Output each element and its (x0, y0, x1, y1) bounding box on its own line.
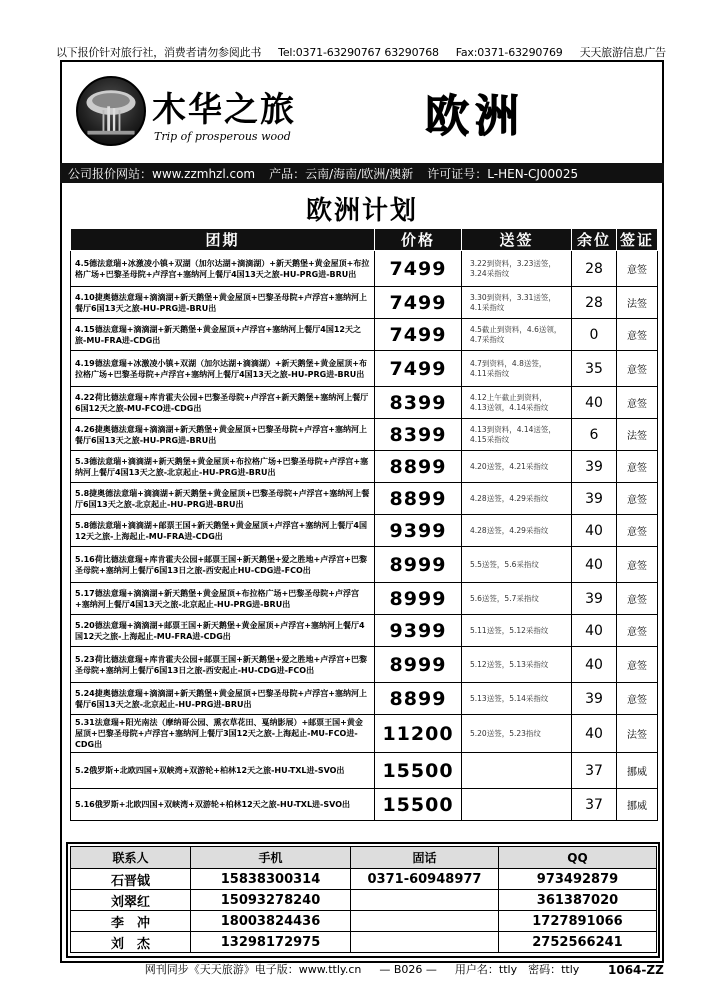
tour-visa-type: 意签 (617, 319, 658, 351)
footer-sync-text: 网刊同步《天天旅游》电子版：www.ttly.cn (144, 963, 362, 976)
top-info-line (56, 44, 666, 60)
col-header-visa-submit: 送签 (462, 229, 572, 251)
tour-route: 4.5德法意瑞+冰激凌小镇+双湖（加尔达湖+滴滴湖）+新天鹅堡+黄金屋顶+布拉格广场+巴黎圣母院+卢浮宫+塞纳河上餐厅4国13天之旅-HU-PRG进-BRU出 (71, 251, 375, 287)
tour-route: 5.20德法意瑞+滴滴湖+邮票王国+新天鹅堡+黄金屋顶+卢浮宫+塞纳河上餐厅4国12天之旅-上海起止-MU-FRA进-CDG出 (71, 615, 375, 647)
plan-title: 欧洲计划 (305, 196, 418, 226)
tour-route: 5.23荷比德法意瑞+库肯霍夫公园+邮票王国+新天鹅堡+爱之胜地+卢浮宫+巴黎圣母院+塞纳河上餐厅6国13日之旅-西安起止-HU-CDG进-FCO出 (71, 647, 375, 683)
contact-phone (351, 890, 499, 911)
tour-price: 8399 (375, 387, 462, 419)
tour-row (71, 419, 658, 451)
contact-name: 刘翠红 (71, 890, 191, 911)
tour-seats: 40 (572, 387, 617, 419)
tour-visa-type: 意签 (617, 515, 658, 547)
tour-price: 9399 (375, 615, 462, 647)
contact-name: 李 冲 (71, 911, 191, 932)
tour-route: 5.16荷比德法意瑞+库肯霍夫公园+邮票王国+新天鹅堡+爱之胜地+卢浮宫+巴黎圣母院+塞纳河上餐厅6国13日之旅-西安起止HU-CDG进-FCO出 (71, 547, 375, 583)
tour-route: 5.2俄罗斯+北欧四国+双峡湾+双游轮+柏林12天之旅-HU-TXL进-SVO出 (71, 753, 375, 789)
tour-price: 8999 (375, 547, 462, 583)
info-bar (60, 163, 664, 183)
tour-seats: 6 (572, 419, 617, 451)
contact-phone: 0371-60948977 (351, 869, 499, 890)
contact-row (71, 911, 657, 932)
contacts-table (70, 846, 657, 953)
tour-visa-schedule: 4.12上午截止到资料，4.13送领，4.14采指纹 (462, 387, 572, 419)
tour-price: 15500 (375, 789, 462, 821)
region-title: 欧洲 (425, 91, 525, 142)
tour-price: 11200 (375, 715, 462, 753)
contact-qq: 361387020 (499, 890, 657, 911)
tree-logo-icon (76, 76, 146, 146)
tour-price: 8899 (375, 683, 462, 715)
tour-price: 7499 (375, 287, 462, 319)
tour-price: 7499 (375, 319, 462, 351)
tour-row (71, 547, 658, 583)
tour-row (71, 789, 658, 821)
tour-visa-type: 法签 (617, 287, 658, 319)
tour-price: 9399 (375, 515, 462, 547)
tour-visa-schedule: 5.5送签，5.6采指纹 (462, 547, 572, 583)
tour-visa-type: 意签 (617, 483, 658, 515)
col-header-qq: QQ (499, 847, 657, 869)
contact-mobile: 18003824436 (191, 911, 351, 932)
tour-seats: 39 (572, 451, 617, 483)
tour-price: 8399 (375, 419, 462, 451)
tour-visa-schedule: 5.20送签，5.23指纹 (462, 715, 572, 753)
tour-seats: 40 (572, 615, 617, 647)
website-text: 公司报价网站：www.zzmhzl.com (68, 166, 256, 181)
contact-phone (351, 932, 499, 953)
tour-visa-type: 意签 (617, 351, 658, 387)
tour-seats: 37 (572, 789, 617, 821)
tour-visa-schedule: 5.13送签，5.14采指纹 (462, 683, 572, 715)
tour-row (71, 251, 658, 287)
tour-price: 7499 (375, 251, 462, 287)
tour-seats: 39 (572, 483, 617, 515)
products-text: 产品：云南/海南/欧洲/澳新 (269, 166, 414, 181)
tour-visa-schedule: 4.5截止到资料，4.6送领，4.7采指纹 (462, 319, 572, 351)
tour-seats: 40 (572, 547, 617, 583)
tour-price: 8899 (375, 451, 462, 483)
tour-price: 15500 (375, 753, 462, 789)
tour-seats: 37 (572, 753, 617, 789)
tour-row (71, 647, 658, 683)
col-header-phone: 固话 (351, 847, 499, 869)
contact-mobile: 13298172975 (191, 932, 351, 953)
tour-visa-type: 意签 (617, 683, 658, 715)
contact-qq: 973492879 (499, 869, 657, 890)
tour-route: 4.26捷奥德法意瑞+滴滴湖+新天鹅堡+黄金屋顶+巴黎圣母院+卢浮宫+塞纳河上餐厅6国13天之旅-HU-PRG进-BRU出 (71, 419, 375, 451)
tour-price: 8999 (375, 583, 462, 615)
tour-price: 8899 (375, 483, 462, 515)
tour-visa-type: 法签 (617, 715, 658, 753)
tour-visa-schedule: 4.20送签，4.21采指纹 (462, 451, 572, 483)
tour-seats: 40 (572, 715, 617, 753)
tour-price: 8999 (375, 647, 462, 683)
tour-visa-type: 意签 (617, 583, 658, 615)
tour-route: 5.8德法意瑞+滴滴湖+邮票王国+新天鹅堡+黄金屋顶+卢浮宫+塞纳河上餐厅4国12天之旅-上海起止-MU-FRA进-CDG出 (71, 515, 375, 547)
tour-row (71, 483, 658, 515)
tour-row (71, 515, 658, 547)
tour-row (71, 451, 658, 483)
header (60, 66, 664, 163)
tour-visa-schedule: 4.7到资料，4.8送签，4.11采指纹 (462, 351, 572, 387)
tour-row (71, 387, 658, 419)
contact-qq: 1727891066 (499, 911, 657, 932)
contact-row (71, 869, 657, 890)
contact-mobile: 15093278240 (191, 890, 351, 911)
col-header-seats: 余位 (572, 229, 617, 251)
col-header-price: 价格 (375, 229, 462, 251)
brand-name: 木华之旅 (152, 90, 296, 130)
tour-row (71, 351, 658, 387)
tour-visa-type: 意签 (617, 451, 658, 483)
col-header-visa-type: 签证 (617, 229, 658, 251)
contact-name: 石晋钺 (71, 869, 191, 890)
tour-seats: 40 (572, 515, 617, 547)
tour-row (71, 287, 658, 319)
tour-route: 4.15德法意瑞+滴滴湖+新天鹅堡+黄金屋顶+卢浮宫+塞纳河上餐厅4国12天之旅-MU-FRA进-CDG出 (71, 319, 375, 351)
tour-table-header (71, 229, 658, 251)
tour-route: 5.3德法意瑞+滴滴湖+新天鹅堡+黄金屋顶+布拉格广场+巴黎圣母院+卢浮宫+塞纳河上餐厅4国13天之旅-北京起止-HU-PRG进-BRU出 (71, 451, 375, 483)
tour-visa-schedule: 3.22到资料，3.23送签，3.24采指纹 (462, 251, 572, 287)
footer-account-text: 用户名：ttly 密码：ttly (454, 963, 580, 976)
tour-visa-type: 法签 (617, 419, 658, 451)
contact-name: 刘 杰 (71, 932, 191, 953)
footer (60, 960, 664, 978)
col-header-dates: 团期 (71, 229, 375, 251)
tel-text: Tel:0371-63290767 63290768 (278, 45, 439, 59)
contact-mobile: 15838300314 (191, 869, 351, 890)
tour-seats: 0 (572, 319, 617, 351)
license-text: 许可证号：L-HEN-CJ00025 (427, 166, 579, 181)
tour-seats: 35 (572, 351, 617, 387)
tour-row (71, 319, 658, 351)
tour-visa-schedule: 4.13到资料，4.14送签，4.15采指纹 (462, 419, 572, 451)
ad-text: 天天旅游信息广告 (579, 46, 666, 59)
tour-visa-schedule: 5.6送签，5.7采指纹 (462, 583, 572, 615)
tour-seats: 28 (572, 287, 617, 319)
tour-visa-type: 意签 (617, 387, 658, 419)
contact-qq: 2752566241 (499, 932, 657, 953)
tour-visa-schedule: 4.28送签，4.29采指纹 (462, 515, 572, 547)
tour-seats: 40 (572, 647, 617, 683)
tour-visa-type: 意签 (617, 647, 658, 683)
tour-row (71, 583, 658, 615)
notice-text: 以下报价针对旅行社，消费者请勿参阅此书 (56, 46, 262, 59)
contact-row (71, 890, 657, 911)
tour-route: 5.17德法意瑞+滴滴湖+新天鹅堡+黄金屋顶+布拉格广场+巴黎圣母院+卢浮宫+塞纳河上餐厅4国13天之旅-北京起止-HU-PRG进-BRU出 (71, 583, 375, 615)
footer-page-number: — B026 — (379, 962, 437, 976)
tour-route: 5.16俄罗斯+北欧四国+双峡湾+双游轮+柏林12天之旅-HU-TXL进-SVO出 (71, 789, 375, 821)
fax-text: Fax:0371-63290769 (455, 45, 563, 59)
tour-visa-schedule: 4.28送签，4.29采指纹 (462, 483, 572, 515)
tour-route: 5.8捷奥德法意瑞+滴滴湖+新天鹅堡+黄金屋顶+巴黎圣母院+卢浮宫+塞纳河上餐厅6国13天之旅-北京起止-HU-PRG进-BRU出 (71, 483, 375, 515)
tour-visa-schedule (462, 753, 572, 789)
brand-slogan: Trip of prosperous wood (154, 130, 291, 143)
tour-visa-type: 挪威 (617, 789, 658, 821)
tour-row (71, 753, 658, 789)
tour-seats: 28 (572, 251, 617, 287)
tour-row (71, 615, 658, 647)
contacts-header (71, 847, 657, 869)
tour-price: 7499 (375, 351, 462, 387)
contact-phone (351, 911, 499, 932)
tour-table (70, 228, 658, 821)
tour-visa-schedule: 5.11送签，5.12采指纹 (462, 615, 572, 647)
tour-row (71, 715, 658, 753)
tour-visa-schedule: 3.30到资料，3.31送签，4.1采指纹 (462, 287, 572, 319)
col-header-contact: 联系人 (71, 847, 191, 869)
contact-row (71, 932, 657, 953)
page-code: 1064-ZZ (608, 963, 664, 977)
tour-visa-type: 意签 (617, 615, 658, 647)
tour-row (71, 683, 658, 715)
tour-visa-type: 意签 (617, 547, 658, 583)
tour-route: 4.22荷比德法意瑞+库肯霍夫公园+巴黎圣母院+卢浮宫+新天鹅堡+塞纳河上餐厅6国12天之旅-MU-FCO进-CDG出 (71, 387, 375, 419)
tour-seats: 39 (572, 583, 617, 615)
tour-visa-type: 挪威 (617, 753, 658, 789)
tour-route: 4.10捷奥德法意瑞+滴滴湖+新天鹅堡+黄金屋顶+巴黎圣母院+卢浮宫+塞纳河上餐厅6国13天之旅-HU-PRG进-BRU出 (71, 287, 375, 319)
tour-visa-schedule: 5.12送签，5.13采指纹 (462, 647, 572, 683)
tour-visa-type: 意签 (617, 251, 658, 287)
col-header-mobile: 手机 (191, 847, 351, 869)
tour-route: 4.19德法意瑞+冰激凌小镇+双湖（加尔达湖+滴滴湖）+新天鹅堡+黄金屋顶+布拉格广场+巴黎圣母院+卢浮宫+塞纳河上餐厅4国13天之旅-HU-PRG进-BRU出 (71, 351, 375, 387)
tour-route: 5.31法意瑞+阳光南法（摩纳哥公园、熏衣草花田、戛纳影展）+邮票王国+黄金屋顶+巴黎圣母院+卢浮宫+塞纳河上餐厅3国12天之旅-上海起止-MU-FCO进-CDG出 (71, 715, 375, 753)
tour-route: 5.24捷奥德法意瑞+滴滴湖+新天鹅堡+黄金屋顶+巴黎圣母院+卢浮宫+塞纳河上餐厅6国13天之旅-北京起止-HU-PRG进-BRU出 (71, 683, 375, 715)
tour-seats: 39 (572, 683, 617, 715)
tour-visa-schedule (462, 789, 572, 821)
